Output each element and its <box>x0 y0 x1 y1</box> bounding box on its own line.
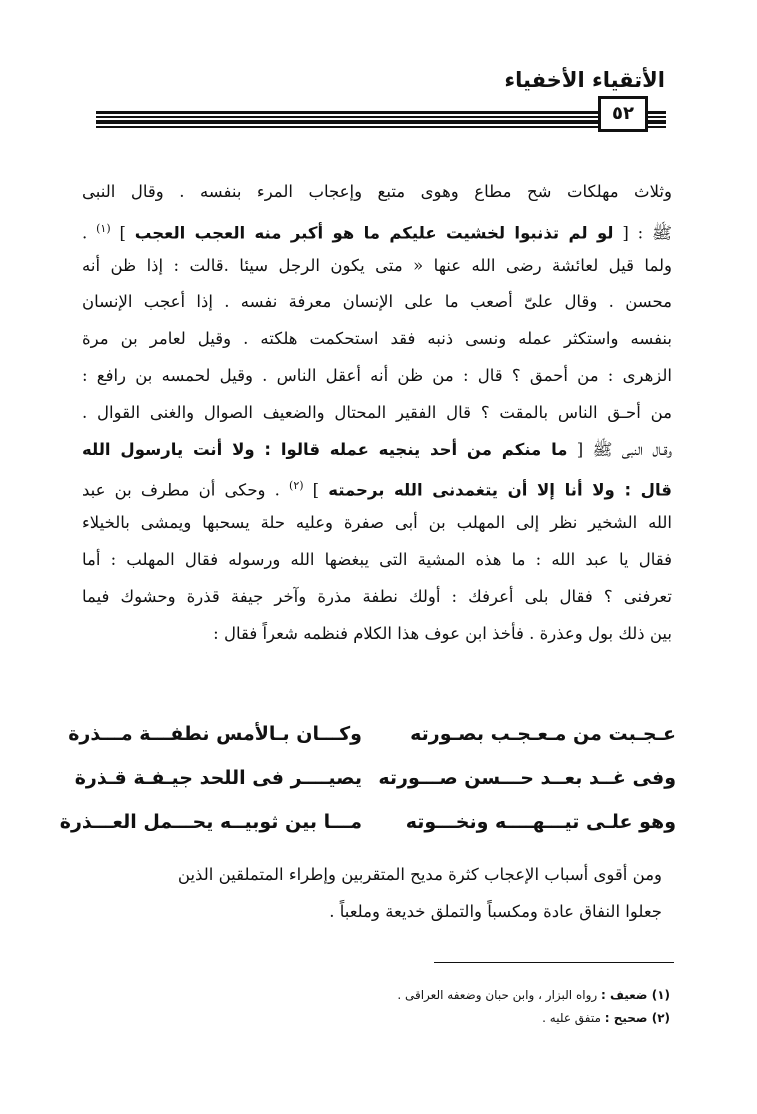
text-line: محسن . وقال علىّ أصعب ما على الإنسان معرفة نفسه . إذا أعجب الإنسان <box>82 292 672 312</box>
line-tail: . <box>82 223 97 243</box>
verse-second-half: يصيــــر فى اللحد جيـفـة قـذرة <box>74 767 362 789</box>
quote-close: ] <box>303 480 329 500</box>
text-line: من أحـق الناس بالمقت ؟ قال الفقير المحتال والضعيف الصوال والغنى القوال . <box>82 402 672 422</box>
hadith-quote: قال : ولا أنا إلا أن يتغمدنى الله برحمته <box>328 480 672 500</box>
quote-close: ] <box>110 223 135 243</box>
line-lead: وقـال النبى ﷺ [ <box>567 439 672 459</box>
text-line: الله الشخير نظر إلى المهلب بن أبى صفرة وعليه حلة يسحبها ويمشى بالخيلاء <box>82 513 672 533</box>
verse-first-half: وفى غــد بعــد حـــسن صـــورته <box>378 767 676 789</box>
poem-verse <box>68 712 676 756</box>
header-rule <box>96 116 666 118</box>
footnote-ref: (٢) <box>289 479 304 493</box>
text-line: وثلاث مهلكات شح مطاع وهوى متبع وإعجاب المرء بنفسه . وقال النبى <box>82 182 672 201</box>
header-rule <box>96 126 666 128</box>
footnote-grade: (١) ضعيف : <box>600 988 670 1002</box>
hadith-quote: لو لم تذنبوا لخشيت عليكم ما هو أكبر منه العجب العجب <box>134 223 614 243</box>
poem-verse <box>74 756 676 800</box>
book-title: الأتقياء الأخفياء <box>504 68 665 92</box>
text-line: تعرفنى ؟ فقال بلى أعرفك : أولك نطفة مذرة وآخر جيفة قذرة وحشوك فيما <box>82 586 672 606</box>
text-line: ومن أقوى أسباب الإعجاب كثرة مديح المتقربين وإطراء المتملقين الذين <box>177 865 662 884</box>
text-line <box>82 468 672 505</box>
text-line: فقال يا عبد الله : ما هذه المشية التى يبغضها الله ورسوله فقال المهلب : أما <box>82 549 672 569</box>
footnote-text: متفق عليه . <box>542 1011 605 1025</box>
text-line: بين ذلك بول وعذرة . فأخذ ابن عوف هذا الكلام فنظمه شعراً فقال : <box>213 623 672 643</box>
poem <box>59 712 676 844</box>
footnote <box>80 1007 670 1030</box>
quote-open: ﷺ : [ <box>613 223 672 243</box>
closing-paragraph <box>96 856 662 930</box>
verse-first-half: وهو علـى تيـــهــــه ونخـــوته <box>405 811 676 833</box>
verse-second-half: وكـــان بـالأمس نطفـــة مـــذرة <box>68 723 362 745</box>
footnote-ref: (١) <box>96 221 111 235</box>
hadith-quote: ما منكم من أحد ينجيه عمله قالوا : ولا أنت يارسول الله <box>82 439 568 459</box>
page-number: ٥٢ <box>598 96 648 132</box>
footnote-divider <box>434 962 674 963</box>
text-line: جعلوا النفاق عادة ومكسباً والتملق خديعة وملعباً . <box>329 902 662 921</box>
footnotes <box>80 984 670 1030</box>
verse-first-half: عـجـبت من مـعـجـب بصـورته <box>410 723 676 745</box>
verse-second-half: مـــا بين ثوبيــه يحـــمل العـــذرة <box>59 811 362 833</box>
poem-verse <box>59 800 676 844</box>
footnote <box>80 984 670 1007</box>
footnote-grade: (٢) صحيح : <box>604 1011 670 1025</box>
text-line: ولما قيل لعائشة رضى الله عنها « متى يكون الرجل سيئا .قالت : إذا ظن أنه <box>82 255 672 275</box>
text-line <box>82 432 672 469</box>
text-line <box>82 211 672 248</box>
line-tail: . وحكى أن مطرف بن عبد <box>82 480 290 500</box>
main-text <box>82 174 672 652</box>
text-line: بنفسه واستكثر عمله ونسى ذنبه فقد استحكمت هلكته . وقيل لعامر بن مرة <box>82 329 672 349</box>
text-line: الزهرى : من أحمق ؟ قال : من ظن أنه أعقل الناس . وقيل لحمسه بن رافع : <box>82 365 672 385</box>
footnote-text: رواه البزار ، وابن حبان وضعفه العراقى . <box>397 988 601 1002</box>
header-rule <box>96 120 666 124</box>
header-rule <box>96 111 666 114</box>
